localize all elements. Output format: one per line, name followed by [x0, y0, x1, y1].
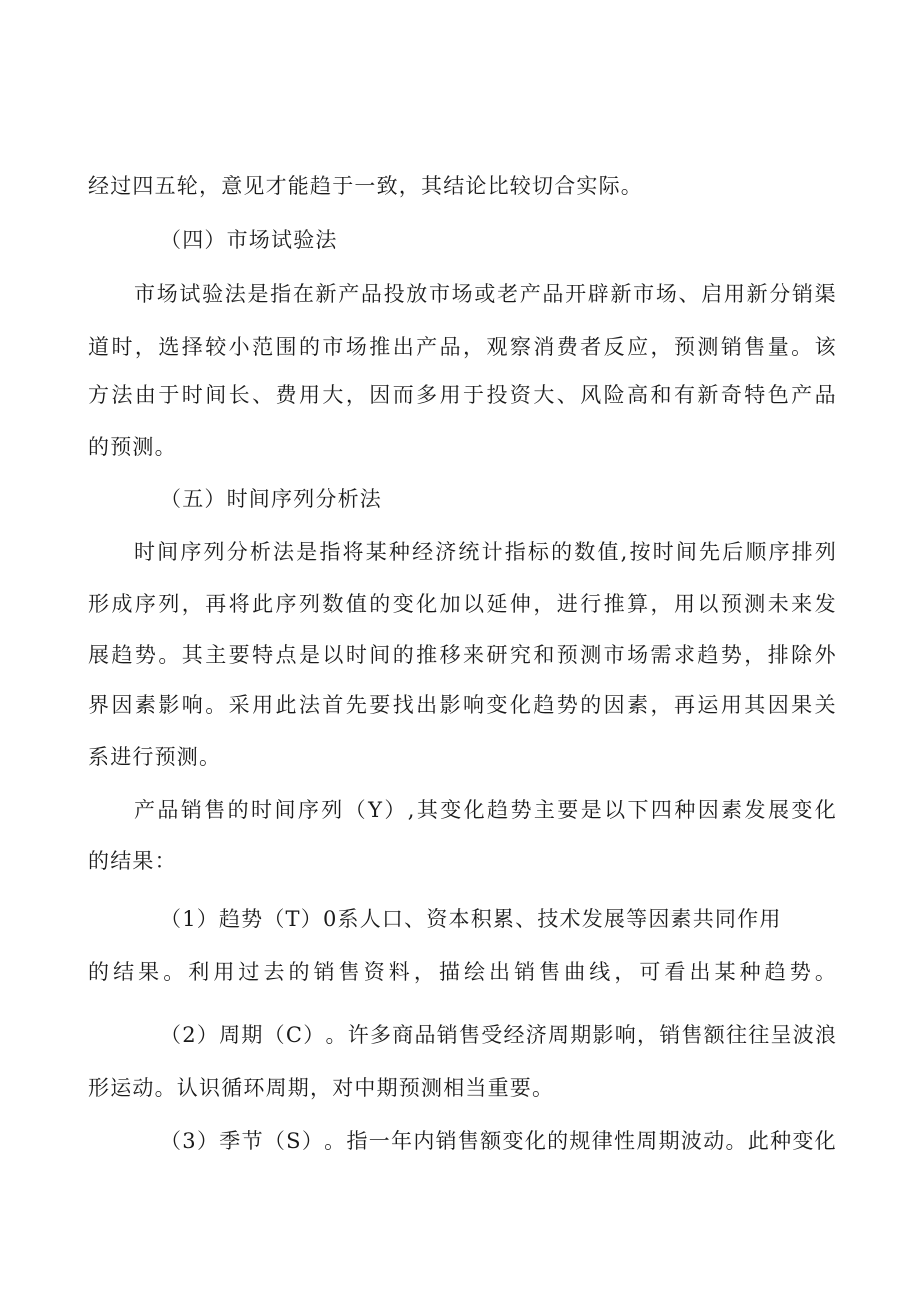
- paragraph-line: 经过四五轮，意见才能趋于一致，其结论比较切合实际。: [88, 174, 643, 198]
- paragraph-line: 系进行预测。: [88, 745, 222, 769]
- paragraph-line: 产 品 销 售 的 时 间 序 列 （ Y ） , 其 变 化 趋 势 主 要 是 以 下 四 种 因 素 发 展 变 化: [134, 798, 836, 822]
- list-item-season: （ 3 ） 季 节 （ S ） 。 指 一 年 内 销 售 额 变 化 的 规 律 性 周 期 波 动 。 此 种 变 化: [160, 1129, 836, 1153]
- paragraph-line: 的 结 果 。 利 用 过 去 的 销 售 资 料 ， 描 绘 出 销 售 曲 线 ， 可 看 出 某 种 趋 势 。: [88, 960, 836, 984]
- paragraph-line: 的结果：: [88, 849, 177, 873]
- paragraph-line: 的预测。: [88, 435, 177, 459]
- paragraph-line: 方 法 由 于 时 间 长 、 费 用 大 ， 因 而 多 用 于 投 资 大 、 风 险 高 和 有 新 奇 特 色 产 品: [88, 383, 836, 407]
- paragraph-line: 形运动。认识循环周期，对中期预测相当重要。: [88, 1076, 555, 1100]
- section-heading-market-test: （四）市场试验法: [160, 228, 338, 252]
- list-item-cycle: （ 2 ） 周 期 （ C ） 。 许 多 商 品 销 售 受 经 济 周 期 影 响 ， 销 售 额 往 往 呈 波 浪: [160, 1023, 836, 1047]
- paragraph-line: 时 间 序 列 分 析 法 是 指 将 某 种 经 济 统 计 指 标 的 数 值 , 按 时 间 先 后 顺 序 排 列: [134, 540, 836, 564]
- paragraph-line: 形 成 序 列 ， 再 将 此 序 列 数 值 的 变 化 加 以 延 伸 ， 进 行 推 算 ， 用 以 预 测 未 来 发: [88, 592, 836, 616]
- list-item-trend: （1）趋势（T）0系人口、资本积累、技术发展等因素共同作用: [160, 907, 782, 931]
- paragraph-line: 道 时 ， 选 择 较 小 范 围 的 市 场 推 出 产 品 ， 观 察 消 费 者 反 应 ， 预 测 销 售 量 。 该: [88, 335, 836, 359]
- section-heading-time-series: （五）时间序列分析法: [160, 487, 382, 511]
- paragraph-line: 界 因 素 影 响 。 采 用 此 法 首 先 要 找 出 影 响 变 化 趋 势 的 因 素 ， 再 运 用 其 因 果 关: [88, 693, 836, 717]
- paragraph-line: 展 趋 势 。 其 主 要 特 点 是 以 时 间 的 推 移 来 研 究 和 预 测 市 场 需 求 趋 势 ， 排 除 外: [88, 643, 836, 667]
- paragraph-line: 市 场 试 验 法 是 指 在 新 产 品 投 放 市 场 或 老 产 品 开 辟 新 市 场 、 启 用 新 分 销 渠: [134, 282, 836, 306]
